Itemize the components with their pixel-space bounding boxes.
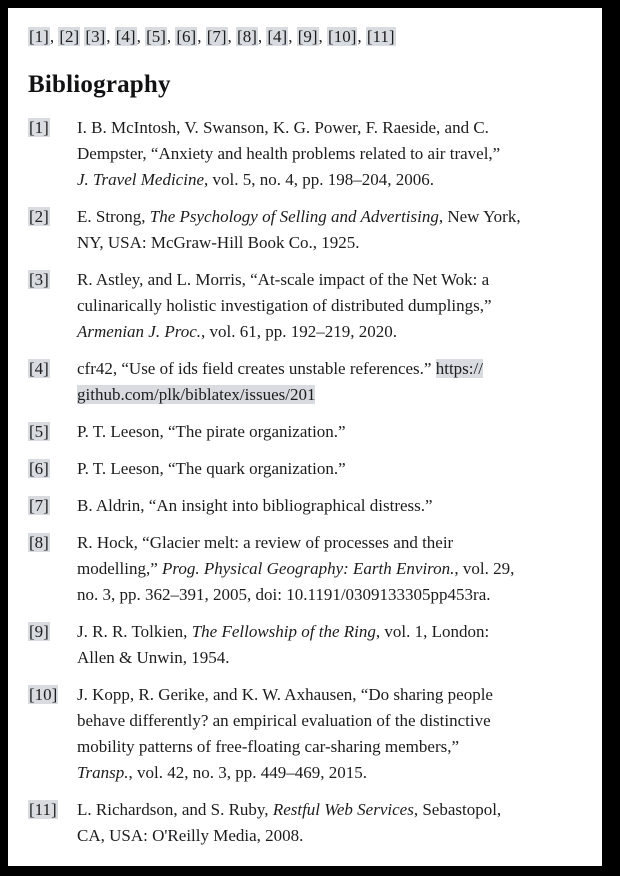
reference-text-segment: R. Astley, and L. Morris, “At-scale impact of the Net Wok: a (77, 270, 490, 289)
reference-text-segment: cfr42, “Use of ids field creates unstable references.” (77, 359, 436, 378)
reference-label[interactable]: [11] (29, 800, 57, 819)
page-content (8, 8, 602, 849)
reference-entry (28, 267, 592, 345)
reference-text (77, 419, 592, 445)
reference-label[interactable]: [5] (29, 422, 49, 441)
reference-text-segment: L. Richardson, and S. Ruby, (77, 800, 273, 819)
reference-text-segment: CA, USA: O'Reilly Media, 2008. (77, 826, 304, 845)
reference-text-segment: J. Travel Medicine (77, 170, 204, 189)
reference-label[interactable]: [8] (29, 533, 49, 552)
reference-text-segment: Armenian J. Proc. (77, 322, 202, 341)
citation-link[interactable]: [5] (146, 27, 166, 46)
reference-text-segment: The Fellowship of the Ring (191, 622, 376, 641)
reference-text (77, 493, 592, 519)
reference-label-cell (28, 493, 77, 519)
reference-entry (28, 456, 592, 482)
reference-label[interactable]: [10] (29, 685, 58, 704)
citation-link[interactable]: [4] (267, 27, 288, 46)
reference-text-segment: , Sebastopol, (413, 800, 502, 819)
reference-entry (28, 797, 592, 849)
reference-list (28, 115, 592, 849)
reference-text (77, 456, 592, 482)
reference-text-segment: Restful Web Services (272, 800, 414, 819)
reference-label[interactable]: [1] (29, 118, 49, 137)
reference-text (77, 530, 592, 608)
reference-label-cell (28, 619, 77, 645)
reference-label[interactable]: [4] (29, 359, 49, 378)
reference-text (77, 356, 592, 408)
reference-label[interactable]: [9] (29, 622, 49, 641)
reference-text-segment: Prog. Physical Geography: Earth Environ. (161, 559, 455, 578)
reference-text (77, 682, 592, 786)
reference-text-segment: mobility patterns of free-floating car-sharing members,” (77, 737, 460, 756)
reference-text (77, 619, 592, 671)
citation-link[interactable]: [11] (366, 27, 395, 46)
document-page (8, 8, 602, 866)
reference-text-segment: , New York, (438, 207, 521, 226)
citation-link[interactable]: [10] (328, 27, 357, 46)
reference-text-segment: I. B. McIntosh, V. Swanson, K. G. Power, F. Raeside, and C. (77, 118, 489, 137)
reference-entry (28, 619, 592, 671)
reference-entry (28, 115, 592, 193)
reference-url-link[interactable]: github.com/plk/biblatex/issues/201 (77, 385, 316, 404)
reference-text-segment: NY, USA: McGraw-Hill Book Co., 1925. (77, 233, 360, 252)
citation-link[interactable]: [3] (85, 27, 106, 46)
reference-url-link[interactable]: https:// (435, 359, 483, 378)
reference-text (77, 115, 592, 193)
reference-text-segment: R. Hock, “Glacier melt: a review of processes and their (77, 533, 454, 552)
reference-text (77, 267, 592, 345)
reference-text-segment: The Psychology of Selling and Advertising (149, 207, 439, 226)
reference-text-segment: P. T. Leeson, “The quark organization.” (77, 459, 346, 478)
reference-text-segment: P. T. Leeson, “The pirate organization.” (77, 422, 346, 441)
reference-text-segment: Allen & Unwin, 1954. (77, 648, 230, 667)
reference-label-cell (28, 115, 77, 141)
citation-link[interactable]: [1] (29, 27, 49, 46)
reference-text-segment: behave differently? an empirical evaluation of the distinctive (77, 711, 491, 730)
reference-text-segment: E. Strong, (77, 207, 150, 226)
reference-text-segment: J. Kopp, R. Gerike, and K. W. Axhausen, “Do sharing people (77, 685, 493, 704)
citation-link[interactable]: [6] (176, 27, 197, 46)
reference-label-cell (28, 456, 77, 482)
reference-entry (28, 419, 592, 445)
bibliography-heading: Bibliography (28, 71, 171, 98)
reference-label-cell (28, 797, 77, 823)
reference-text-segment: B. Aldrin, “An insight into bibliographical distress.” (77, 496, 433, 515)
reference-entry (28, 493, 592, 519)
reference-text-segment: J. R. R. Tolkien, (77, 622, 192, 641)
reference-text-segment: Transp. (77, 763, 129, 782)
reference-text-segment: culinarically holistic investigation of distributed dumplings,” (77, 296, 492, 315)
reference-text-segment: , vol. 5, no. 4, pp. 198–204, 2006. (204, 170, 434, 189)
citation-link[interactable]: [8] (237, 27, 257, 46)
reference-label[interactable]: [6] (29, 459, 49, 478)
citation-link[interactable]: [9] (297, 27, 318, 46)
reference-text-segment: Dempster, “Anxiety and health problems related to air travel,” (77, 144, 501, 163)
reference-label-cell (28, 530, 77, 556)
reference-text-segment: , vol. 29, (454, 559, 515, 578)
reference-text-segment: , vol. 42, no. 3, pp. 449–469, 2015. (128, 763, 367, 782)
reference-entry (28, 356, 592, 408)
citation-link[interactable]: [7] (206, 27, 227, 46)
reference-label-cell (28, 267, 77, 293)
reference-text (77, 797, 592, 849)
citation-line: [1], [2] [3], [4], [5], [6], [7], [8], [4], [9], [10], [11] (29, 27, 395, 46)
reference-label-cell (28, 204, 77, 230)
citation-link[interactable]: [4] (115, 27, 136, 46)
reference-text-segment: , vol. 1, London: (375, 622, 490, 641)
citation-link[interactable]: [2] (59, 27, 80, 46)
reference-label[interactable]: [3] (29, 270, 49, 289)
reference-text-segment: modelling,” (77, 559, 162, 578)
reference-label[interactable]: [2] (29, 207, 49, 226)
reference-text (77, 204, 592, 256)
reference-text-segment: no. 3, pp. 362–391, 2005, doi: 10.1191/0309133305pp453ra. (77, 585, 491, 604)
reference-label[interactable]: [7] (29, 496, 49, 515)
reference-entry (28, 530, 592, 608)
reference-entry (28, 204, 592, 256)
reference-entry (28, 682, 592, 786)
reference-label-cell (28, 419, 77, 445)
reference-text-segment: , vol. 61, pp. 192–219, 2020. (201, 322, 397, 341)
reference-label-cell (28, 682, 77, 708)
reference-label-cell (28, 356, 77, 382)
